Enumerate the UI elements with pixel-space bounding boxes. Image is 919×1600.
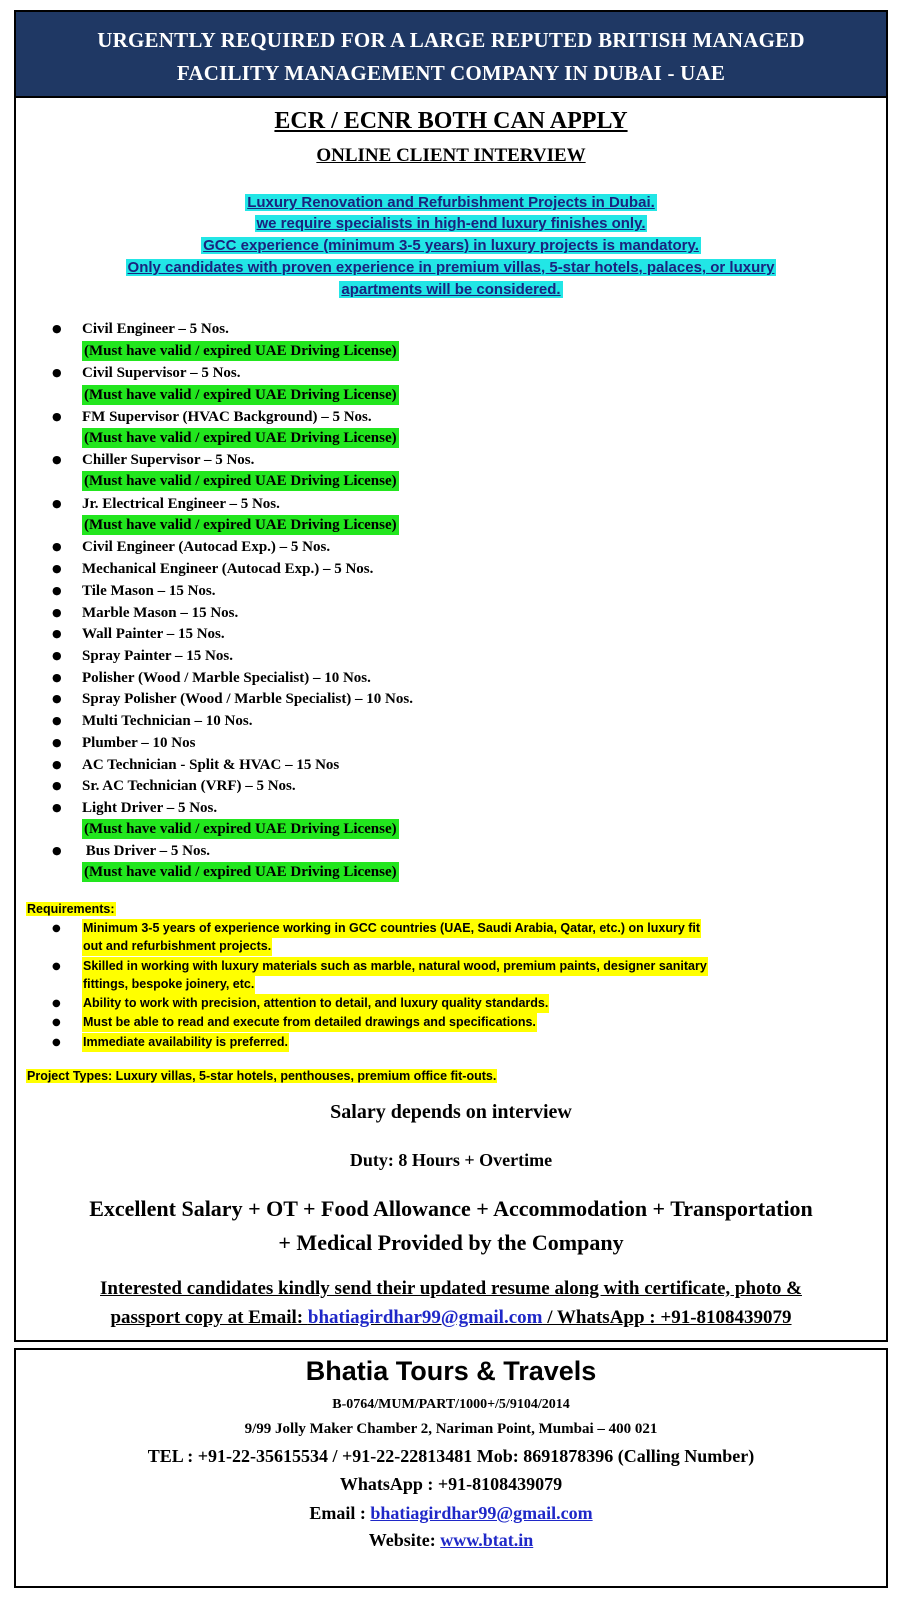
- license-note: (Must have valid / expired UAE Driving License): [84, 430, 397, 446]
- header-line-1: URGENTLY REQUIRED FOR A LARGE REPUTED BRITISH MANAGED: [97, 28, 805, 52]
- online-interview-heading: ONLINE CLIENT INTERVIEW: [316, 145, 586, 166]
- agency-website: Website: www.btat.in: [368, 1530, 534, 1550]
- header-banner: [14, 10, 888, 98]
- license-note: (Must have valid / expired UAE Driving License): [84, 387, 397, 403]
- agency-website-link[interactable]: www.btat.in: [440, 1530, 534, 1550]
- requirements-label: Requirements:: [27, 902, 115, 916]
- intro-line-3: GCC experience (minimum 3-5 years) in luxury projects is mandatory.: [203, 237, 699, 254]
- license-note: (Must have valid / expired UAE Driving License): [84, 343, 397, 359]
- project-types: Project Types: Luxury villas, 5-star hotels, penthouses, premium office fit-outs.: [27, 1069, 497, 1083]
- header-line-2: FACILITY MANAGEMENT COMPANY IN DUBAI - UAE: [176, 61, 726, 85]
- duty-text: Duty: 8 Hours + Overtime: [349, 1150, 553, 1170]
- agency-address: 9/99 Jolly Maker Chamber 2, Nariman Point, Mumbai – 400 021: [244, 1421, 658, 1437]
- agency-whatsapp: WhatsApp : +91-8108439079: [339, 1474, 563, 1494]
- intro-line-5: apartments will be considered.: [341, 281, 561, 298]
- apply-instructions: Interested candidates kindly send their updated resume along with certificate, photo & passport copy at Email: bhatiagirdhar99@gmail.com / WhatsApp : +91-8108439079: [100, 1278, 802, 1328]
- license-note: (Must have valid / expired UAE Driving License): [84, 864, 397, 880]
- apply-email-link[interactable]: bhatiagirdhar99@gmail.com: [307, 1307, 543, 1328]
- intro-line-1: Luxury Renovation and Refurbishment Projects in Dubai.: [247, 194, 655, 211]
- license-note: (Must have valid / expired UAE Driving License): [84, 821, 397, 837]
- agency-phone: TEL : +91-22-35615534 / +91-22-22813481 Mob: 8691878396 (Calling Number): [147, 1446, 755, 1466]
- agency-email: Email : bhatiagirdhar99@gmail.com: [309, 1503, 593, 1523]
- intro-line-2: we require specialists in high-end luxury finishes only.: [256, 215, 646, 232]
- license-note: (Must have valid / expired UAE Driving License): [84, 473, 397, 489]
- salary-text: Salary depends on interview: [330, 1101, 572, 1123]
- ecr-heading: ECR / ECNR BOTH CAN APPLY: [274, 108, 628, 134]
- agency-name: Bhatia Tours & Travels: [305, 1356, 597, 1386]
- agency-email-link[interactable]: bhatiagirdhar99@gmail.com: [370, 1503, 593, 1523]
- intro-line-4: Only candidates with proven experience in premium villas, 5-star hotels, palaces, or luxury: [127, 259, 775, 276]
- agency-license: B-0764/MUM/PART/1000+/5/9104/2014: [332, 1397, 570, 1412]
- benefits-text: Excellent Salary + OT + Food Allowance + Accommodation + Transportation + Medical Provided by the Company: [89, 1196, 813, 1255]
- license-note: (Must have valid / expired UAE Driving License): [84, 517, 397, 533]
